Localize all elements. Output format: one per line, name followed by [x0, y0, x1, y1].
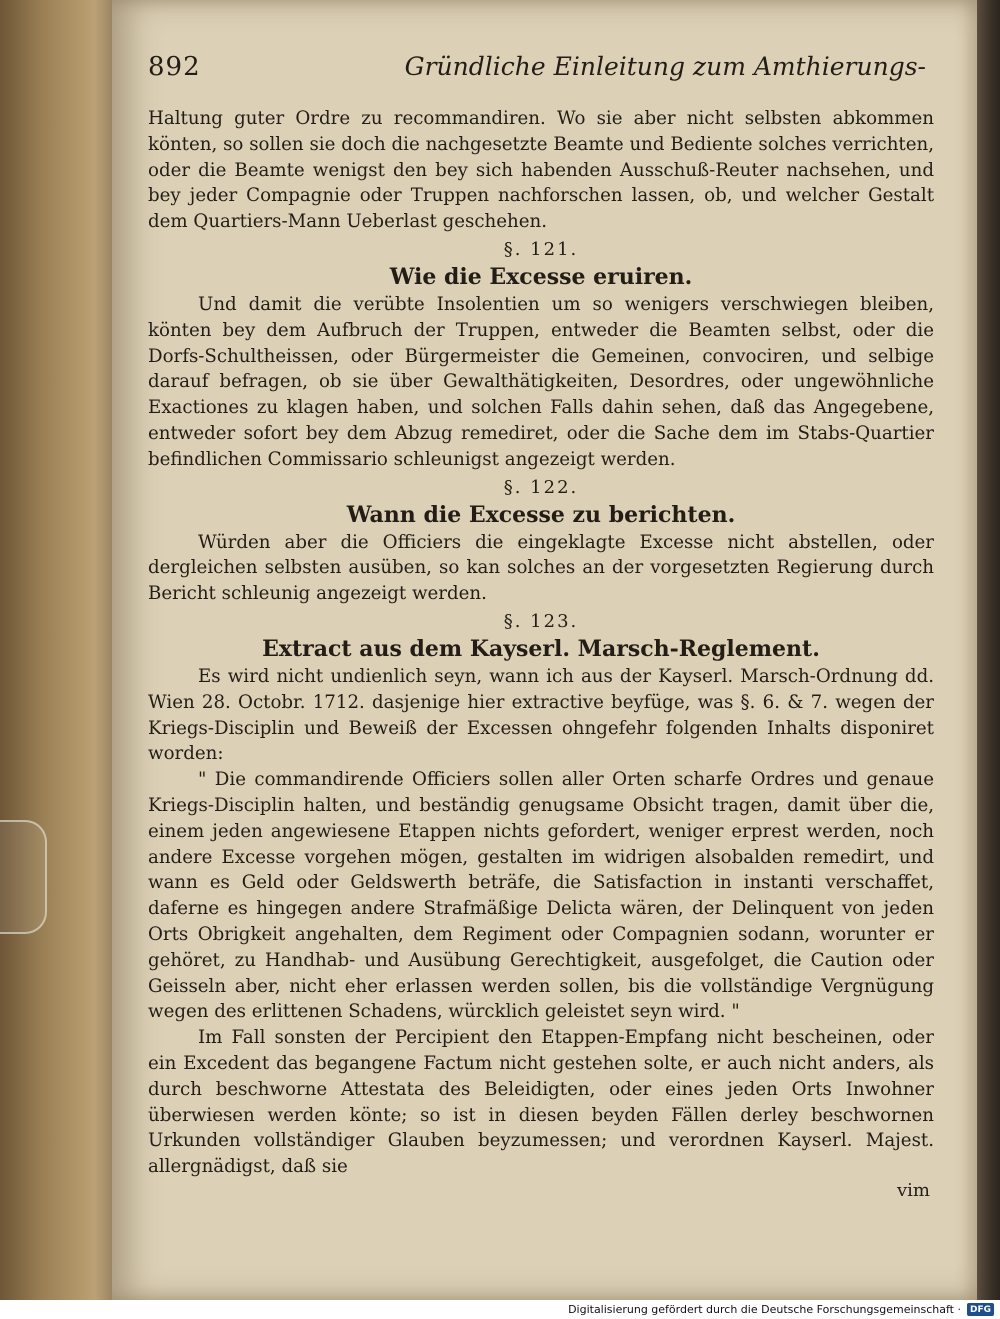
digitization-footer [0, 1300, 1000, 1319]
section-number-123: §. 123. [503, 610, 579, 632]
section-text-121: Und damit die verübte Insolentien um so wenigers verschwiegen bleiben, könten bey dem Aufbruch der Truppen, entweder die Beamten selbst, oder die Dorfs-Schultheissen, oder Bürgermeister die Gemeinen, convociren, und selbige darauf befragen, ob sie über Gewalthätigkeiten, Desordres, oder ungewöhnliche Exactiones zu klagen haben, und solchen Falls dahin sehen, daß das Angegebene, entweder sofort bey dem Abzug remediret, oder die Sache dem im Stabs-Quartier befindlichen Commissario schleunigst angezeigt werden. [148, 293, 934, 470]
running-title: Gründliche Einleitung zum Amthierungs- [404, 52, 926, 81]
block-quote: " Die commandirende Officiers sollen aller Orten scharfe Ordres und genaue Kriegs-Disciplin halten, und beständig genugsame Obsicht tragen, damit über die, einem jeden angewiesene Etappen nichts gefordert, weniger erprest werden, noch andere Excesse vorgehen mögen, gestalten im widrigen alsobalden remedirt, und wann es Geld oder Geldswerth beträfe, die Satisfaction in instanti verschaffet, daferne es hingegen andere Strafmäßige Delicta wären, der Delinquent von jeden Orts Obrigkeit angehalten, dem Regiment oder Compagnien sodann, worunter er gehöret, zu Handhab- und Ausübung Gerechtigkeit, ausgefolget, die Caution oder Geisseln aber, nicht eher erlassen werden sollen, bis die vollständige Vergnügung wegen des erlittenen Schadens, würcklich geleistet seyn wird. " [148, 769, 934, 1023]
section-title-121: Wie die Excesse eruiren. [389, 263, 693, 290]
section-title-122: Wann die Excesse zu berichten. [346, 501, 736, 528]
dfg-logo-icon: DFG [967, 1303, 994, 1316]
section-text-123: Es wird nicht undienlich seyn, wann ich aus der Kayserl. Marsch-Ordnung dd. Wien 28. Octobr. 1712. dasjenige hier extractive beyfüge, was §. 6. & 7. wegen der Kriegs-Disciplin und Beweiß der Excessen ohngefehr folgenden Inhalts disponiret worden: [148, 665, 934, 765]
page-header [148, 52, 934, 96]
page-clip [0, 820, 47, 934]
section-title-123: Extract aus dem Kayserl. Marsch-Reglement. [262, 635, 820, 662]
page-text [148, 52, 934, 1202]
section-text-122: Würden aber die Officiers die eingeklagte Excesse nicht abstellen, oder dergleichen selbsten ausüben, so kan solches an der vorgesetzten Regierung durch Bericht schleunig angezeigt werden. [148, 531, 934, 605]
page-number: 892 [148, 52, 201, 82]
section-number-122: §. 122. [503, 476, 579, 498]
catchword: vim [897, 1179, 930, 1201]
section-number-121: §. 121. [503, 238, 579, 260]
page-edge [977, 0, 1000, 1300]
paragraph-continuation: Haltung guter Ordre zu recommandiren. Wo sie aber nicht selbsten abkommen könten, so sollen sie doch die nachgesetzte Beamte und Bediente solches verrichten, oder die Beamte wenigst den bey sich habenden Ausschuß-Reuter nachsehen, und bey jeder Compagnie oder Truppen nachforschen lassen, ob, und welcher Gestalt dem Quartiers-Mann Ueberlast geschehen. [148, 108, 934, 233]
footer-credit: Digitalisierung gefördert durch die Deutsche Forschungsgemeinschaft · [568, 1303, 961, 1316]
closing-paragraph: Im Fall sonsten der Percipient den Etappen-Empfang nicht bescheinen, oder ein Excedent das begangene Factum nicht gestehen solte, er auch nicht anders, als durch beschworne Attestata des Beleidigten, oder eines jeden Orts Inwohner überwiesen werden könte; so ist in diesen beyden Fällen derley beschwornen Urkunden vollständiger Glauben beyzumessen; und verordnen Kayserl. Majest. allergnädigst, daß sie [148, 1027, 934, 1178]
